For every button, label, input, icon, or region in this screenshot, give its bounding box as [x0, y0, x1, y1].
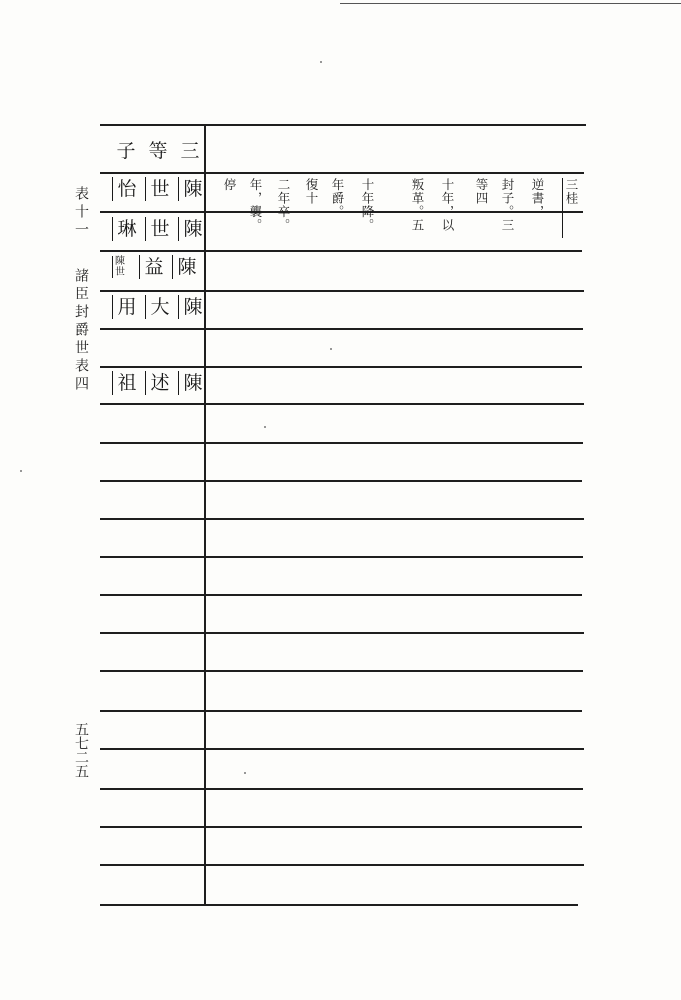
row-rule: [100, 670, 583, 672]
name-row-3: [112, 254, 205, 280]
name-char: 琳: [112, 217, 141, 241]
print-speck: [20, 470, 22, 472]
row-rule: [100, 480, 582, 482]
entry-column: 年，襲。: [248, 178, 263, 232]
margin-title: 表十一: [73, 186, 89, 240]
name-row-1: [112, 176, 211, 202]
name-char: 陳: [178, 371, 207, 395]
entry-column: 停: [222, 178, 237, 192]
name-row-2: [112, 216, 211, 242]
row-rule: [100, 864, 584, 866]
name-char: 用: [112, 295, 141, 319]
name-char: 大: [145, 295, 174, 319]
row-rule: [100, 442, 583, 444]
name-char: 述: [145, 371, 174, 395]
rank-char: 三: [180, 140, 200, 162]
row-rule: [100, 403, 584, 405]
name-char: 陳: [178, 177, 207, 201]
rank-char: 等: [148, 140, 168, 162]
rank-char: 子: [116, 140, 136, 162]
name-char: 世: [145, 217, 174, 241]
name-char: 陳: [178, 295, 207, 319]
entry-column: 年爵。: [330, 178, 345, 219]
top-edge-rule: [340, 3, 681, 4]
row-rule: [100, 788, 583, 790]
entry-column: 逆書，: [530, 178, 545, 219]
entry-column: 二年卒。: [276, 178, 291, 232]
row-rule: [100, 290, 584, 292]
name-row-6: [112, 370, 211, 396]
row-rule: [100, 250, 582, 252]
name-row-4: [112, 294, 211, 320]
row-rule: [100, 710, 582, 712]
entry-column: 復十: [304, 178, 319, 205]
row-rule: [100, 328, 583, 330]
name-char: 陳: [178, 217, 207, 241]
name-char: 怡: [112, 177, 141, 201]
name-char: 益: [139, 255, 168, 279]
name-prefix-char: 陳: [115, 256, 125, 267]
print-speck: [244, 772, 246, 774]
name-char: 陳: [172, 255, 201, 279]
row-rule: [100, 748, 584, 750]
name-char: 世: [145, 177, 174, 201]
print-speck: [320, 61, 322, 63]
table-bottom-rule: [100, 904, 578, 906]
entry-column: 等四: [474, 178, 489, 205]
print-speck: [264, 426, 266, 428]
row-rule: [100, 632, 584, 634]
page-number: 五七二五: [73, 722, 89, 778]
name-char: 祖: [112, 371, 141, 395]
name-prefix-char: 世: [115, 267, 125, 278]
row-rule: [100, 518, 584, 520]
row-rule: [100, 594, 582, 596]
name-prefix-pair: [112, 256, 133, 278]
row-rule: [100, 366, 582, 368]
margin-subtitle: 諸臣封爵世表四: [73, 268, 89, 394]
entry-column: 十年，以: [440, 178, 455, 232]
entry-column: 十年降。: [360, 178, 375, 232]
rank-header: [112, 138, 208, 164]
entry-column: 三桂: [562, 178, 579, 238]
row-rule: [100, 556, 583, 558]
print-speck: [330, 348, 332, 350]
entry-column: 封子。三: [500, 178, 515, 232]
row-rule: [100, 826, 582, 828]
entry-column: 叛革。五: [410, 178, 425, 232]
table-top-rule: [100, 124, 586, 126]
row-rule: [100, 172, 584, 174]
